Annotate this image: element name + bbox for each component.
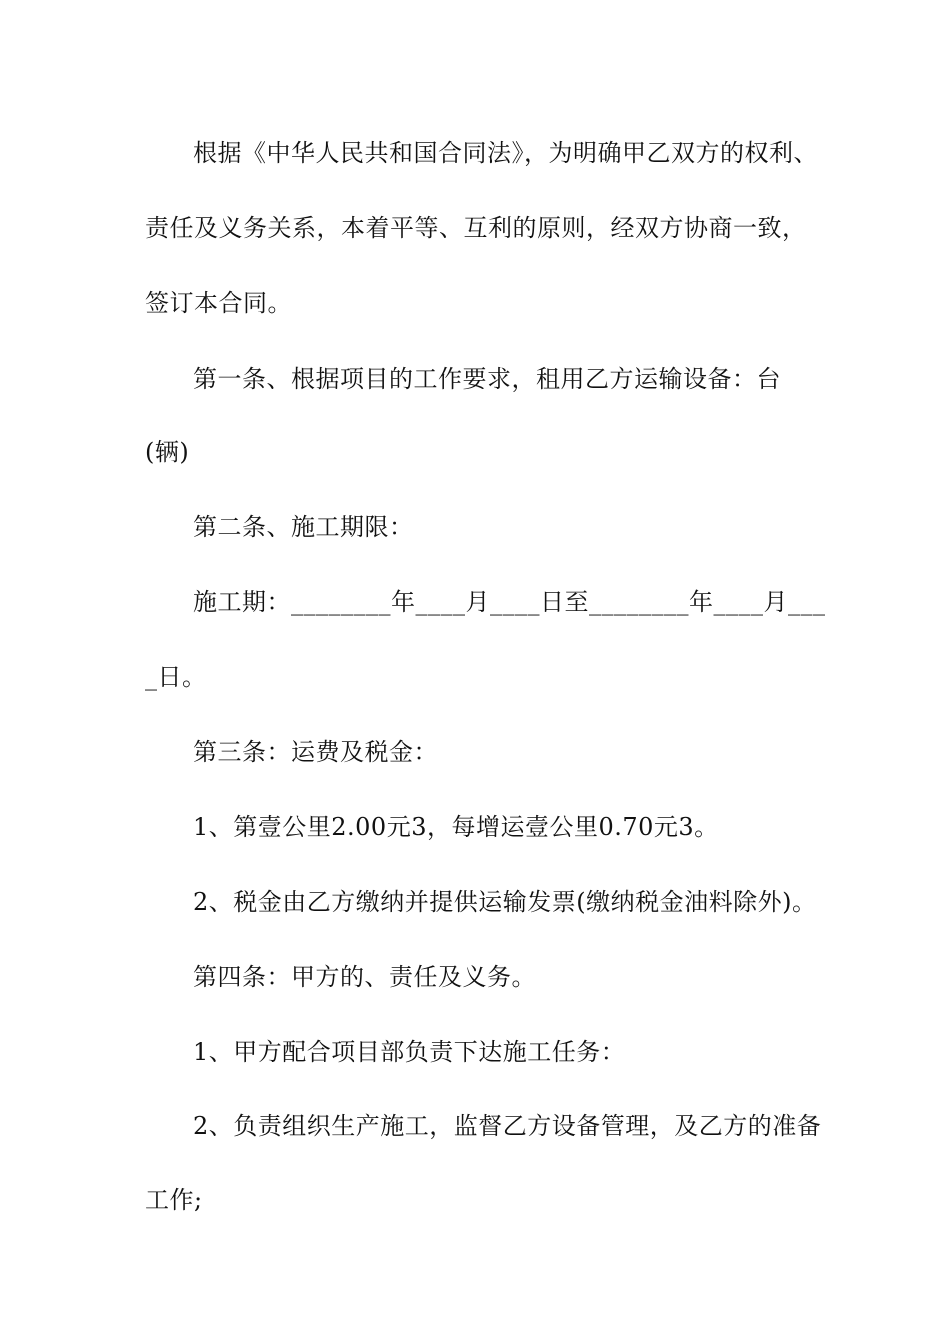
paragraph-intro-line-1: 根据《中华人民共和国合同法》，为明确甲乙双方的权利、: [193, 139, 818, 167]
article-1-line-2: (辆): [145, 438, 190, 466]
article-4-item-1: 1、甲方配合项目部负责下达施工任务：: [193, 1038, 626, 1066]
article-1-line-1: 第一条、根据项目的工作要求，租用乙方运输设备：台: [193, 365, 781, 393]
paragraph-intro-line-3: 签订本合同。: [145, 289, 292, 317]
article-2-heading: 第二条、施工期限：: [193, 513, 414, 541]
construction-period-line-2: _日。: [145, 663, 207, 691]
article-4-item-2-line-1: 2、负责组织生产施工，监督乙方设备管理，及乙方的准备: [193, 1112, 822, 1140]
construction-period-line-1: 施工期：________年____月____日至________年____月___: [193, 588, 826, 616]
article-3-heading: 第三条：运费及税金：: [193, 738, 438, 766]
paragraph-intro-line-2: 责任及义务关系，本着平等、互利的原则，经双方协商一致，: [145, 214, 807, 242]
article-4-item-2-line-2: 工作;: [145, 1186, 203, 1214]
article-4-heading: 第四条：甲方的、责任及义务。: [193, 963, 536, 991]
article-3-item-2: 2、税金由乙方缴纳并提供运输发票(缴纳税金油料除外)。: [193, 888, 817, 916]
article-3-item-1: 1、第壹公里2.00元3，每增运壹公里0.70元3。: [193, 813, 719, 841]
